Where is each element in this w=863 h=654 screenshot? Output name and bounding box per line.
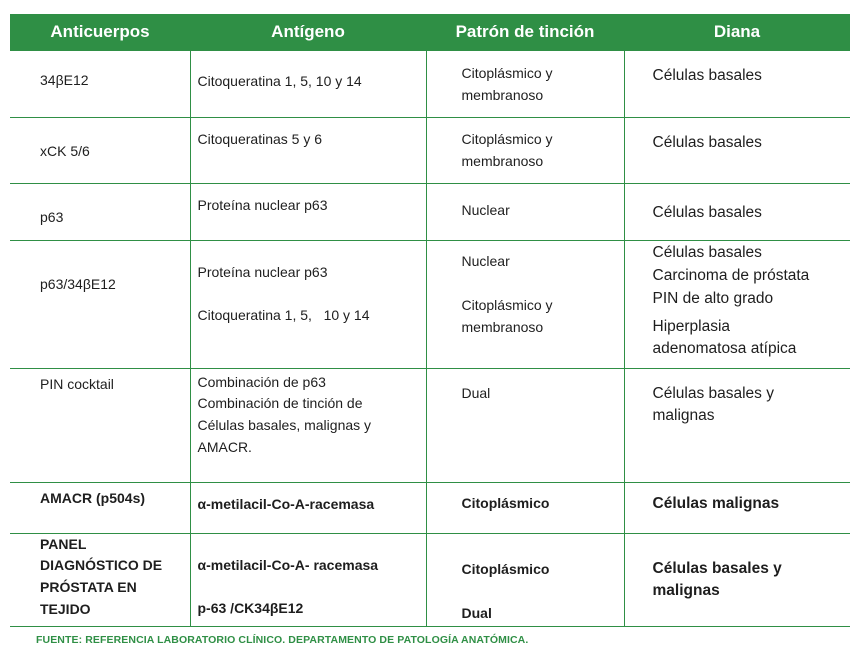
antibody-text: p63 [40, 209, 64, 225]
antibody-text: p63/34βE12 [40, 276, 116, 292]
target-text: Células basales y [652, 385, 774, 402]
cell-antibody [10, 369, 190, 483]
target-text: Células basales [652, 204, 762, 221]
table-row [10, 534, 850, 627]
target-text: Células malignas [652, 495, 780, 512]
cell-antigen [190, 483, 426, 534]
cell-antigen [190, 534, 426, 627]
cell-antibody [10, 241, 190, 369]
table-header-row [10, 14, 850, 51]
antibody-text: PRÓSTATA EN [40, 579, 137, 595]
cell-target [624, 118, 850, 184]
header-antigeno: Antígeno [190, 14, 426, 51]
cell-antibody [10, 118, 190, 184]
pattern-text: Citoplásmico [461, 561, 550, 577]
cell-pattern [426, 184, 624, 241]
antibody-table-container [10, 14, 850, 627]
antibody-text: PIN cocktail [40, 376, 114, 392]
header-diana: Diana [624, 14, 850, 51]
cell-antigen [190, 51, 426, 118]
antigen-text: Células basales, malignas y [197, 417, 372, 433]
antigen-text: Citoqueratina 1, 5, 10 y 14 [197, 73, 362, 89]
cell-antigen [190, 118, 426, 184]
target-text: adenomatosa atípica [652, 340, 797, 357]
pattern-text: membranoso [461, 87, 544, 103]
cell-antigen [190, 369, 426, 483]
target-text: Células basales [652, 244, 762, 261]
source-note: FUENTE: REFERENCIA LABORATORIO CLÍNICO. DEPARTAMENTO DE PATOLOGÍA ANATÓMICA. [36, 634, 529, 646]
pattern-text: membranoso [461, 319, 544, 335]
antigen-text: Combinación de tinción de [197, 395, 363, 411]
target-text: malignas [652, 407, 715, 424]
table-row [10, 483, 850, 534]
pattern-text: membranoso [461, 153, 544, 169]
cell-antibody [10, 51, 190, 118]
cell-target [624, 534, 850, 627]
cell-antibody [10, 534, 190, 627]
antigen-text: Citoqueratina 1, 5, 10 y 14 [197, 307, 370, 323]
table-row [10, 241, 850, 369]
antigen-text: AMACR. [197, 439, 252, 455]
cell-antigen [190, 241, 426, 369]
header-patron: Patrón de tinción [426, 14, 624, 51]
cell-antibody [10, 483, 190, 534]
cell-pattern [426, 483, 624, 534]
cell-pattern [426, 51, 624, 118]
antigen-text: Citoqueratinas 5 y 6 [197, 131, 323, 147]
antibody-table [10, 14, 850, 627]
table-row [10, 184, 850, 241]
target-text: Carcinoma de próstata [652, 267, 810, 284]
target-text: PIN de alto grado [652, 290, 774, 307]
cell-target [624, 483, 850, 534]
target-text: Células basales [652, 67, 762, 84]
pattern-text: Citoplásmico [461, 495, 550, 511]
pattern-text: Nuclear [461, 202, 510, 218]
pattern-text: Dual [461, 605, 492, 621]
cell-antibody [10, 184, 190, 241]
target-text: Células basales y [652, 560, 782, 577]
pattern-text: Citoplásmico y [461, 297, 553, 313]
antibody-text: xCK 5/6 [40, 143, 90, 159]
pattern-text: Citoplásmico y [461, 65, 553, 81]
antigen-text: Proteína nuclear p63 [197, 264, 328, 280]
pattern-text: Nuclear [461, 253, 510, 269]
cell-pattern [426, 534, 624, 627]
antigen-text: Combinación de p63 [197, 374, 326, 390]
antibody-text: 34βE12 [40, 72, 89, 88]
cell-target [624, 241, 850, 369]
cell-pattern [426, 241, 624, 369]
cell-pattern [426, 118, 624, 184]
antigen-text: α-metilacil-Co-A-racemasa [197, 496, 375, 512]
table-row [10, 369, 850, 483]
antibody-text: TEJIDO [40, 601, 91, 617]
cell-target [624, 369, 850, 483]
cell-target [624, 184, 850, 241]
table-row [10, 51, 850, 118]
header-anticuerpos: Anticuerpos [10, 14, 190, 51]
antigen-text: α-metilacil-Co-A- racemasa [197, 557, 379, 573]
target-text: Células basales [652, 134, 762, 151]
pattern-text: Citoplásmico y [461, 131, 553, 147]
cell-antigen [190, 184, 426, 241]
antibody-text: DIAGNÓSTICO DE [40, 557, 163, 573]
cell-target [624, 51, 850, 118]
table-row [10, 118, 850, 184]
target-text: Hiperplasia [652, 318, 731, 335]
antibody-text: PANEL [40, 536, 87, 552]
antigen-text: Proteína nuclear p63 [197, 197, 328, 213]
cell-pattern [426, 369, 624, 483]
antibody-text: AMACR (p504s) [40, 490, 146, 506]
antigen-text: p-63 /CK34βE12 [197, 600, 304, 616]
target-text: malignas [652, 582, 720, 599]
pattern-text: Dual [461, 385, 491, 401]
